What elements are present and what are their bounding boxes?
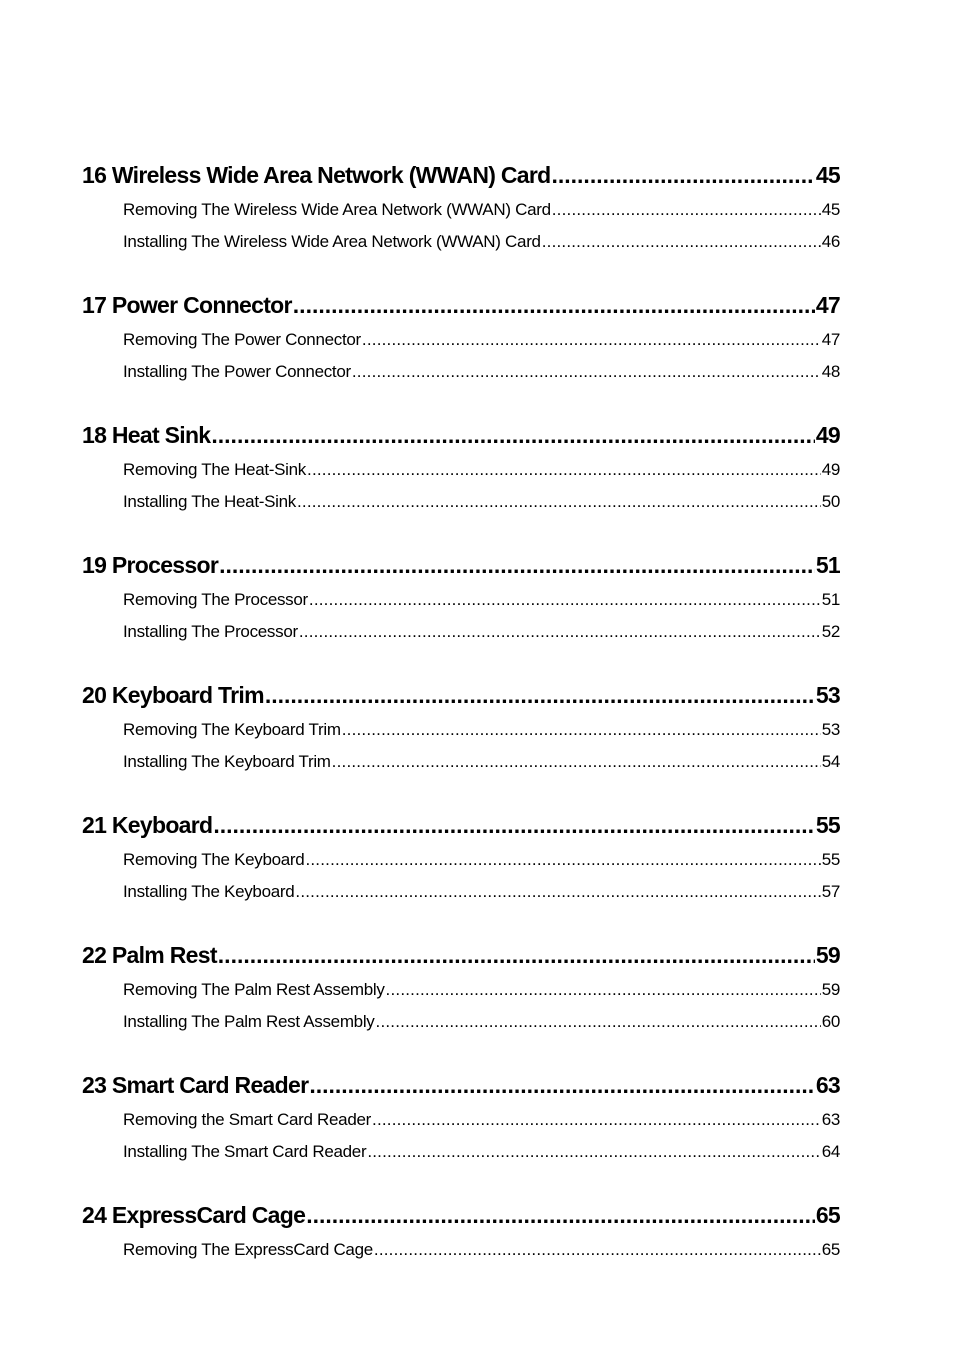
chapter-heading-link[interactable] [82, 1196, 840, 1234]
toc-entry-link[interactable] [123, 1104, 840, 1136]
dot-leader [211, 416, 814, 454]
entry-title: Installing The Power Connector [123, 362, 351, 381]
dot-leader [219, 546, 815, 584]
dot-leader [213, 806, 814, 844]
chapter-page-number: 59 [815, 942, 840, 968]
toc-chapter [82, 1196, 840, 1266]
dot-leader [297, 486, 821, 518]
entry-title: Removing The Processor [123, 590, 308, 609]
chapter-heading-link[interactable] [82, 156, 840, 194]
toc-chapter [82, 416, 840, 546]
dot-leader [362, 324, 821, 356]
entry-page-number: 55 [821, 850, 840, 869]
toc-entry-link[interactable] [123, 876, 840, 908]
dot-leader [542, 226, 821, 258]
entry-page-number: 51 [821, 590, 840, 609]
chapter-title: 23 Smart Card Reader [82, 1072, 309, 1098]
chapter-page-number: 51 [815, 552, 840, 578]
dot-leader [218, 936, 815, 974]
dot-leader [386, 974, 821, 1006]
entry-page-number: 48 [821, 362, 840, 381]
dot-leader [342, 714, 821, 746]
dot-leader [352, 356, 821, 388]
entry-title: Removing The ExpressCard Cage [123, 1240, 373, 1259]
entry-page-number: 63 [821, 1110, 840, 1129]
dot-leader [265, 676, 815, 714]
entry-page-number: 57 [821, 882, 840, 901]
entry-title: Installing The Wireless Wide Area Network (WWAN) Card [123, 232, 541, 251]
dot-leader [307, 454, 821, 486]
entry-page-number: 49 [821, 460, 840, 479]
section-spacer [82, 648, 840, 676]
chapter-heading-link[interactable] [82, 936, 840, 974]
chapter-heading-link[interactable] [82, 1066, 840, 1104]
toc-entry-link[interactable] [123, 356, 840, 388]
chapter-title: 18 Heat Sink [82, 422, 211, 448]
dot-leader [372, 1104, 821, 1136]
entry-page-number: 53 [821, 720, 840, 739]
chapter-heading-link[interactable] [82, 546, 840, 584]
entry-title: Removing The Power Connector [123, 330, 361, 349]
toc-entry-link[interactable] [123, 1006, 840, 1038]
chapter-heading-link[interactable] [82, 806, 840, 844]
dot-leader [306, 1196, 815, 1234]
toc-entry-link[interactable] [123, 1234, 840, 1266]
toc-chapter [82, 546, 840, 676]
toc-chapter [82, 676, 840, 806]
chapter-page-number: 53 [815, 682, 840, 708]
chapter-title: 20 Keyboard Trim [82, 682, 264, 708]
entry-title: Installing The Smart Card Reader [123, 1142, 367, 1161]
table-of-contents [82, 156, 840, 1266]
section-spacer [82, 1038, 840, 1066]
toc-chapter [82, 806, 840, 936]
chapter-title: 17 Power Connector [82, 292, 292, 318]
toc-chapter [82, 936, 840, 1066]
entry-title: Removing The Keyboard [123, 850, 305, 869]
entry-page-number: 54 [821, 752, 840, 771]
entry-title: Removing the Smart Card Reader [123, 1110, 372, 1129]
dot-leader [299, 616, 821, 648]
toc-entry-link[interactable] [123, 616, 840, 648]
entry-title: Removing The Keyboard Trim [123, 720, 341, 739]
chapter-title: 22 Palm Rest [82, 942, 217, 968]
entry-title: Installing The Keyboard [123, 882, 295, 901]
entry-page-number: 50 [821, 492, 840, 511]
entry-page-number: 47 [821, 330, 840, 349]
dot-leader [551, 156, 814, 194]
entry-title: Installing The Processor [123, 622, 298, 641]
dot-leader [309, 1066, 814, 1104]
entry-title: Installing The Heat-Sink [123, 492, 296, 511]
chapter-page-number: 55 [815, 812, 840, 838]
section-spacer [82, 908, 840, 936]
chapter-title: 21 Keyboard [82, 812, 213, 838]
dot-leader [374, 1234, 821, 1266]
dot-leader [309, 584, 821, 616]
chapter-page-number: 47 [815, 292, 840, 318]
toc-entry-link[interactable] [123, 226, 840, 258]
entry-title: Installing The Palm Rest Assembly [123, 1012, 375, 1031]
dot-leader [293, 286, 815, 324]
section-spacer [82, 518, 840, 546]
entry-title: Removing The Heat-Sink [123, 460, 307, 479]
dot-leader [367, 1136, 820, 1168]
chapter-page-number: 63 [815, 1072, 840, 1098]
dot-leader [552, 194, 821, 226]
toc-entry-link[interactable] [123, 974, 840, 1006]
section-spacer [82, 778, 840, 806]
chapter-heading-link[interactable] [82, 676, 840, 714]
entry-page-number: 60 [821, 1012, 840, 1031]
toc-chapter [82, 1066, 840, 1196]
entry-title: Removing The Palm Rest Assembly [123, 980, 385, 999]
entry-page-number: 64 [821, 1142, 840, 1161]
chapter-heading-link[interactable] [82, 286, 840, 324]
entry-page-number: 65 [821, 1240, 840, 1259]
entry-title: Removing The Wireless Wide Area Network (WWAN) Card [123, 200, 551, 219]
entry-page-number: 52 [821, 622, 840, 641]
entry-page-number: 46 [821, 232, 840, 251]
toc-chapter [82, 286, 840, 416]
toc-entry-link[interactable] [123, 844, 840, 876]
chapter-title: 16 Wireless Wide Area Network (WWAN) Card [82, 162, 551, 188]
section-spacer [82, 388, 840, 416]
toc-entry-link[interactable] [123, 454, 840, 486]
chapter-heading-link[interactable] [82, 416, 840, 454]
entry-title: Installing The Keyboard Trim [123, 752, 331, 771]
chapter-page-number: 65 [815, 1202, 840, 1228]
toc-chapter [82, 156, 840, 286]
dot-leader [332, 746, 821, 778]
section-spacer [82, 1168, 840, 1196]
section-spacer [82, 258, 840, 286]
chapter-title: 24 ExpressCard Cage [82, 1202, 306, 1228]
toc-entry-link[interactable] [123, 746, 840, 778]
toc-entry-link[interactable] [123, 324, 840, 356]
dot-leader [305, 844, 820, 876]
chapter-page-number: 49 [815, 422, 840, 448]
toc-entry-link[interactable] [123, 1136, 840, 1168]
toc-entry-link[interactable] [123, 714, 840, 746]
entry-page-number: 45 [821, 200, 840, 219]
entry-page-number: 59 [821, 980, 840, 999]
dot-leader [376, 1006, 821, 1038]
toc-entry-link[interactable] [123, 194, 840, 226]
toc-entry-link[interactable] [123, 584, 840, 616]
dot-leader [295, 876, 820, 908]
chapter-title: 19 Processor [82, 552, 219, 578]
chapter-page-number: 45 [815, 162, 840, 188]
toc-entry-link[interactable] [123, 486, 840, 518]
